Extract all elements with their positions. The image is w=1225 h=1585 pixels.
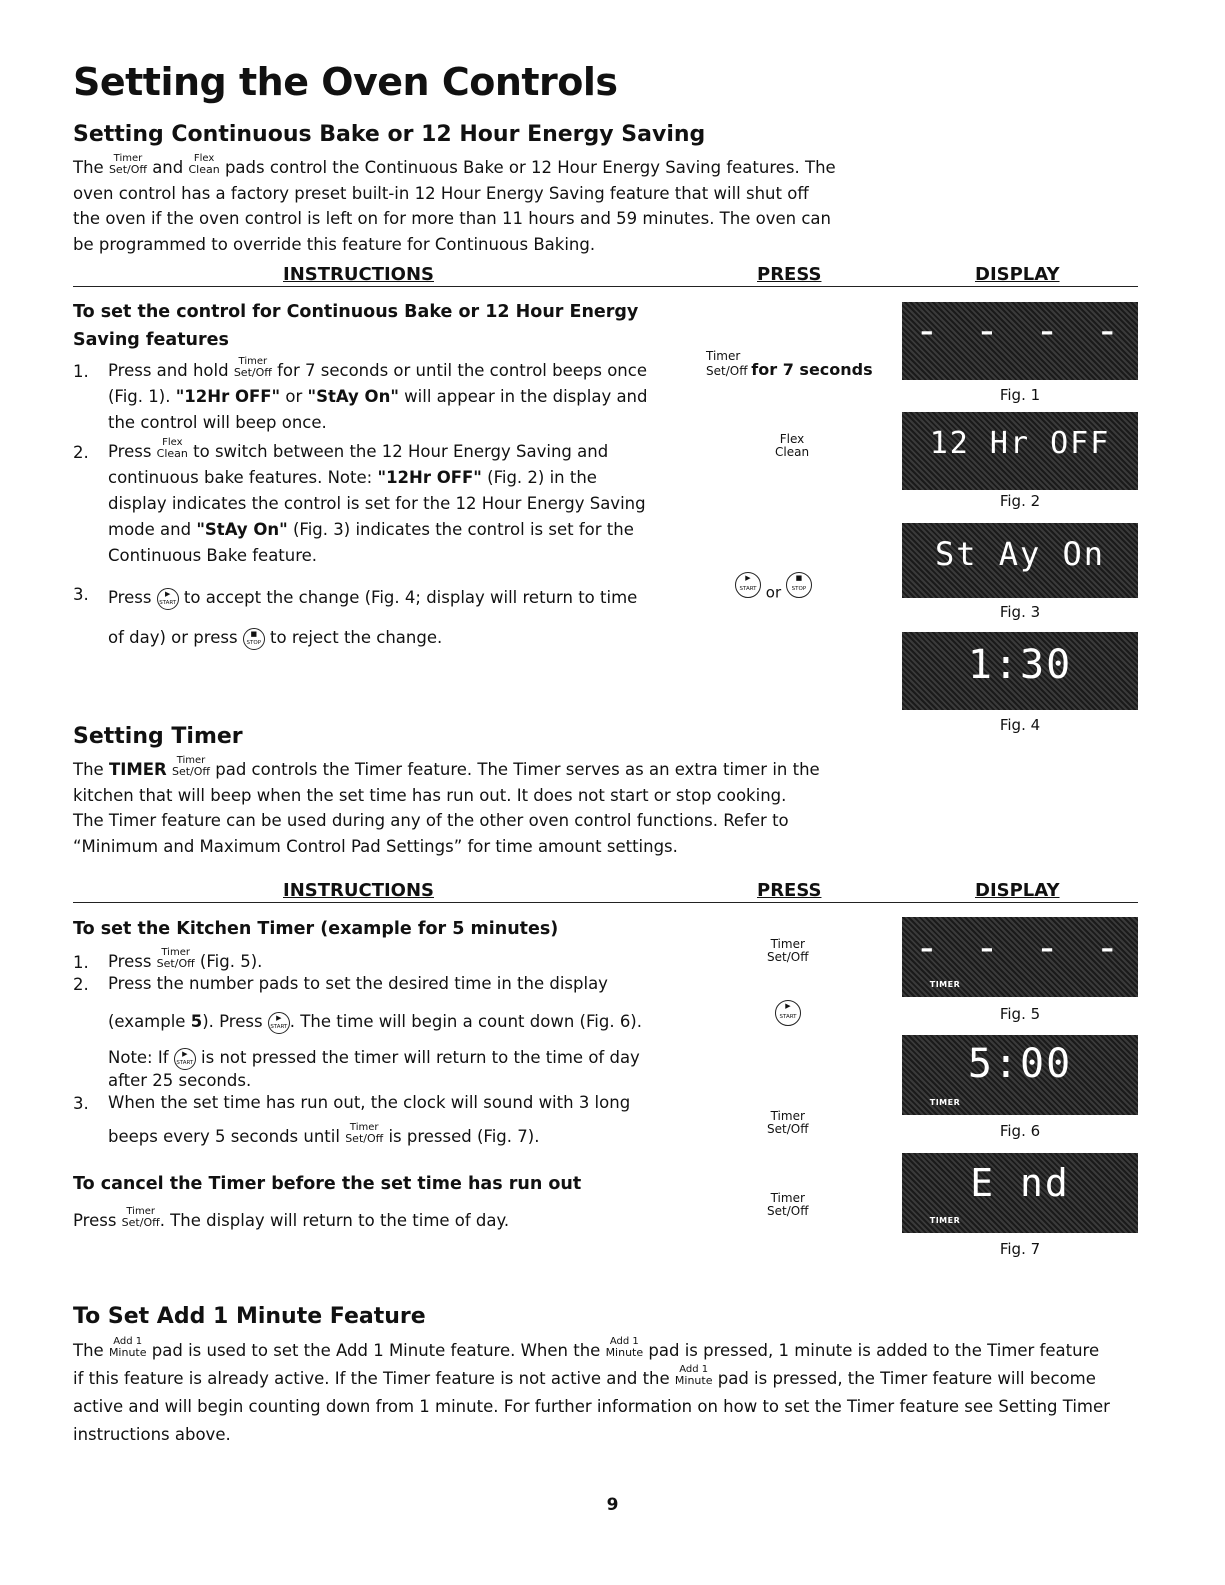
section-heading-add-minute: To Set Add 1 Minute Feature [73,1304,426,1329]
section-heading-setting-timer: Setting Timer [73,724,243,749]
instruction-step: Press Timer Set/Off (Fig. 5). [108,947,263,971]
stop-button-icon: ■ STOP [243,628,265,650]
page-title: Setting the Oven Controls [73,60,618,104]
display-fig4: 1:30 [902,632,1138,710]
page-number: 9 [606,1495,619,1515]
display-fig1: - - - - [902,302,1138,380]
fig-caption: Fig. 7 [999,1240,1041,1258]
flex-clean-pad-icon: Flex Clean [188,153,220,176]
start-button-icon: ▶ START [735,572,761,598]
step-number: 1. [73,953,89,972]
timer-set-off-pad-icon: Timer Set/Off [121,1206,160,1229]
press-timer-set-off: Timer Set/Off [767,1109,809,1136]
start-button-icon: ▶ START [174,1048,196,1070]
column-header-display: DISPLAY [975,880,1060,901]
cancel-timer-instruction: Press Timer Set/Off. The display will return to the time of day. [73,1206,510,1230]
instruction-step: Press Flex Clean to switch between the 12 Hour Energy Saving and continuous bake features. Note: "12Hr OFF" (Fig. 2) in the display indicates the control is set for the 12 Hour Energy Saving mode and "StAy On" (Fig. 3) indicates the control is set for the Continuous Bake feature. [108,437,646,565]
cancel-timer-subheading: To cancel the Timer before the set time has run out [73,1174,582,1194]
step-number: 2. [73,975,89,994]
section-intro-continuous-bake: The Timer Set/Off and Flex Clean pads control the Continuous Bake or 12 Hour Energy Saving features. The oven control has a factory preset built-in 12 Hour Energy Saving feature that will shut off the oven if the oven control is left on for more than 11 hours and 59 minutes. The oven can be programmed to override this feature for Continuous Baking. [73,153,836,254]
column-header-display: DISPLAY [975,264,1060,285]
section-heading-continuous-bake: Setting Continuous Bake or 12 Hour Energy Saving [73,122,706,147]
start-button-icon: ▶ START [268,1012,290,1034]
section-body-add-minute: The Add 1 Minute pad is used to set the Add 1 Minute feature. When the Add 1 Minute pad is pressed, 1 minute is added to the Timer feature if this feature is already active. If the Timer feature is not active and the Add 1 Minute pad is pressed, the Timer feature will become active and will begin counting down from 1 minute. For further information on how to set the Timer feature see Setting Timer instructions above. [73,1336,1110,1444]
display-fig3: St Ay On [902,523,1138,598]
display-fig6: 5:00 TIMER [902,1035,1138,1115]
stop-button-icon: ■ STOP [786,572,812,598]
instructions-subheading: To set the control for Continuous Bake or 12 Hour Energy Saving features [73,302,639,350]
step-number: 1. [73,362,89,381]
add-minute-pad-icon: Add 1 Minute [605,1336,644,1359]
display-fig7: E nd TIMER [902,1153,1138,1233]
section-intro-timer: The TIMER Timer Set/Off pad controls the Timer feature. The Timer serves as an extra timer in the kitchen that will beep when the set time has run out. It does not start or stop cooking. The Timer feature can be used during any of the other oven control functions. Refer to “Minimum and Maximum Control Pad Settings” for time amount settings. [73,755,820,856]
press-timer-set-off: Timer Set/Off for 7 seconds [706,349,873,379]
display-fig2: 12 Hr OFF [902,412,1138,490]
press-timer-set-off: Timer Set/Off [767,1191,809,1218]
press-start-or-stop: ▶ START or ■ STOP [735,572,812,600]
instruction-step: Press ▶ START to accept the change (Fig. 4; display will return to time of day) or press ■ STOP to reject the change. [108,578,688,658]
fig-caption: Fig. 2 [999,492,1041,510]
step-number: 3. [73,1094,89,1113]
timer-set-off-pad-icon: Timer Set/Off [156,947,195,970]
instruction-step: Press and hold Timer Set/Off for 7 seconds or until the control beeps once (Fig. 1). "12Hr OFF" or "StAy On" will appear in the display and the control will beep once. [108,356,648,432]
press-timer-set-off: Timer Set/Off [767,937,809,964]
column-header-instructions: INSTRUCTIONS [283,264,434,285]
instruction-step: When the set time has run out, the clock will sound with 3 long beeps every 5 seconds until Timer Set/Off is pressed (Fig. 7). [108,1093,631,1146]
flex-clean-pad-icon: Flex Clean [156,437,188,460]
column-header-rule [73,902,1138,903]
display-fig5: - - - - TIMER [902,917,1138,997]
step-number: 2. [73,443,89,462]
start-button-icon: ▶ START [157,588,179,610]
add-minute-pad-icon: Add 1 Minute [108,1336,147,1359]
timer-set-off-pad-icon: Timer Set/Off [345,1122,384,1145]
step-number: 3. [73,585,89,604]
instruction-step: Press the number pads to set the desired time in the display (example 5). Press ▶ START . The time will begin a count down (Fig. 6). Note: If ▶ START is not pressed the timer will return to the time of day after 25 seconds. [108,974,642,1090]
column-header-press: PRESS [757,264,822,285]
timer-set-off-pad-icon: Timer Set/Off [233,356,272,379]
add-minute-pad-icon: Add 1 Minute [674,1364,713,1387]
column-header-press: PRESS [757,880,822,901]
instructions-subheading: To set the Kitchen Timer (example for 5 minutes) [73,919,559,939]
timer-set-off-pad-icon: Timer Set/Off [171,755,210,778]
press-flex-clean: Flex Clean [775,432,810,459]
fig-caption: Fig. 6 [999,1122,1041,1140]
start-button-icon: ▶ START [775,1000,801,1026]
fig-caption: Fig. 5 [999,1005,1041,1023]
fig-caption: Fig. 4 [999,716,1041,734]
column-header-instructions: INSTRUCTIONS [283,880,434,901]
column-header-rule [73,286,1138,287]
fig-caption: Fig. 3 [999,603,1041,621]
press-start [775,1000,801,1026]
timer-set-off-pad-icon: Timer Set/Off [108,153,147,176]
fig-caption: Fig. 1 [999,386,1041,404]
